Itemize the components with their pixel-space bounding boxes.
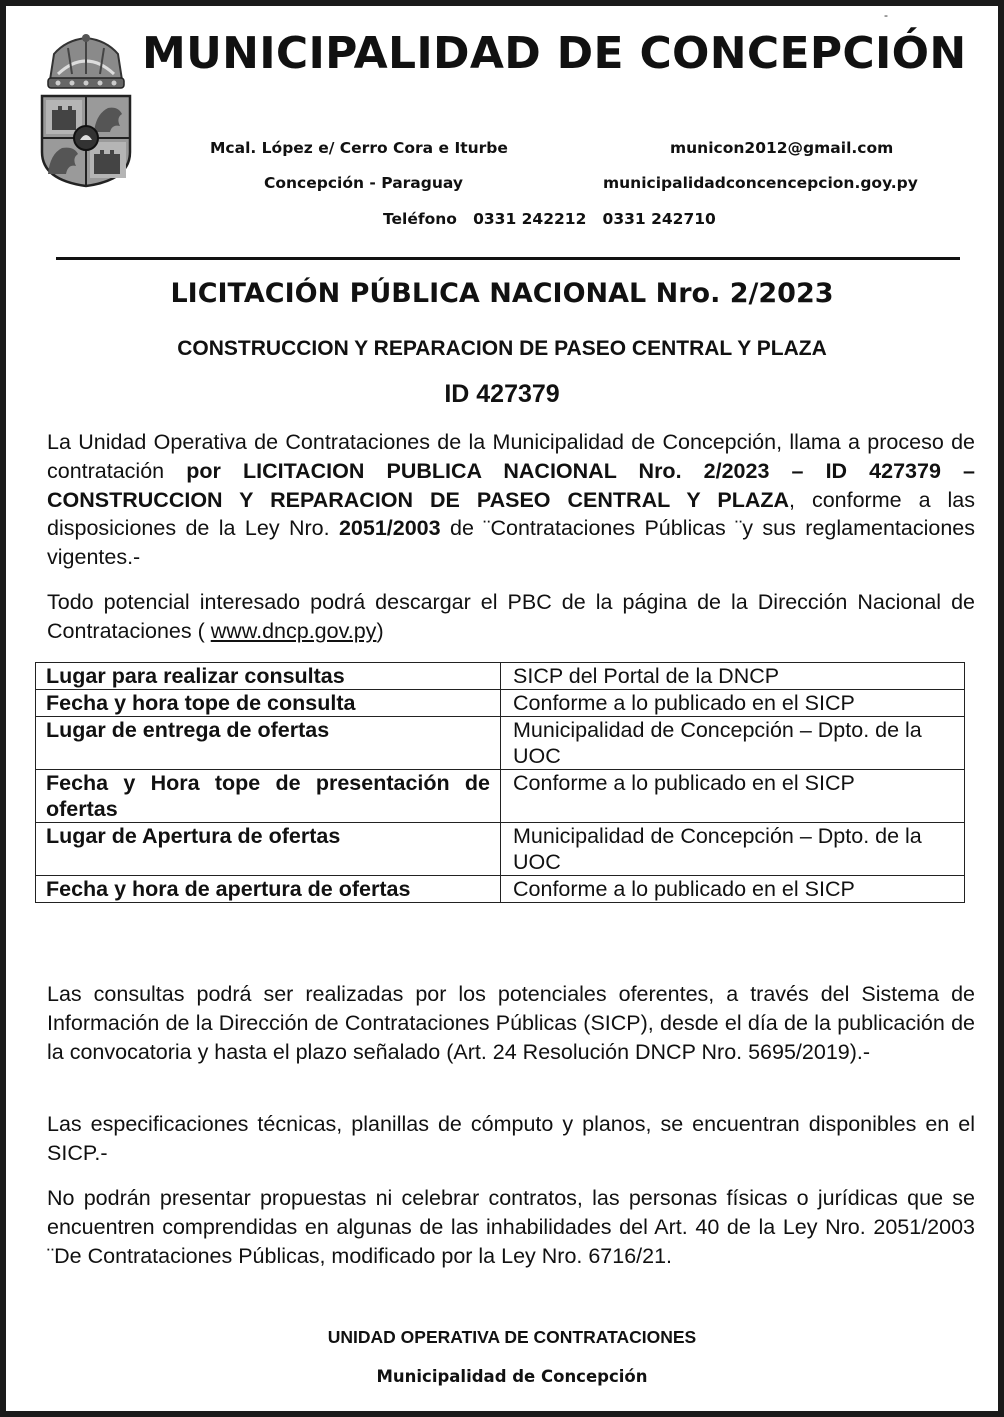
phone-text: Teléfono 0331 242212 0331 242710: [383, 210, 716, 228]
table-label: Fecha y hora de apertura de ofertas: [36, 876, 501, 903]
header-divider: [56, 257, 960, 260]
address-text: Mcal. López e/ Cerro Cora e Iturbe: [210, 139, 508, 157]
dncp-link[interactable]: www.dncp.gov.py: [210, 618, 377, 643]
corner-mark: -: [884, 8, 888, 22]
intro-text-e: de ¨Contrataciones Públicas ¨y sus reglamentaciones vigentes.-: [47, 516, 975, 570]
schedule-table: [35, 662, 965, 903]
download-text-a: Todo potencial interesado podrá descargar el PBC de la página de la Dirección Nacional de Contrataciones (: [47, 590, 975, 643]
coat-of-arms-icon: [36, 34, 136, 189]
table-label: Lugar de entrega de ofertas: [36, 717, 501, 770]
municipality-title: MUNICIPALIDAD DE CONCEPCIÓN: [142, 28, 967, 79]
table-value: SICP del Portal de la DNCP: [501, 663, 965, 690]
consultation-paragraph: Las consultas podrá ser realizadas por los potenciales oferentes, a través del Sistema de Información de la Dirección de Contrataciones Públicas (SICP), desde el día de la publicación de la convocatoria y hasta el plazo señalado (Art. 24 Resolución DNCP Nro. 5695/2019).-: [47, 982, 975, 1064]
table-value: Conforme a lo publicado en el SICP: [501, 876, 965, 903]
specifications-paragraph: Las especificaciones técnicas, planillas de cómputo y planos, se encuentran disponibles en el SICP.-: [47, 1112, 975, 1165]
footer-organization: Municipalidad de Concepción: [376, 1367, 648, 1386]
footer-unit: UNIDAD OPERATIVA DE CONTRATACIONES: [327, 1327, 697, 1347]
table-value: Municipalidad de Concepción – Dpto. de la UOC: [501, 823, 965, 876]
tender-title: LICITACIÓN PÚBLICA NACIONAL Nro. 2/2023: [170, 278, 834, 309]
table-row: [36, 690, 965, 717]
table-row: [36, 876, 965, 903]
download-paragraph: [47, 588, 975, 646]
table-value: Conforme a lo publicado en el SICP: [501, 770, 965, 823]
intro-text-c: , conforme a las disposiciones de la Ley Nro.: [47, 487, 975, 541]
table-value: Municipalidad de Concepción – Dpto. de la UOC: [501, 717, 965, 770]
table-row: [36, 823, 965, 876]
table-label: Fecha y Hora tope de presentación de ofertas: [36, 770, 501, 823]
table-label: Fecha y hora tope de consulta: [36, 690, 501, 717]
website-text: municipalidadconcencepcion.goy.py: [603, 174, 918, 192]
table-label: Lugar de Apertura de ofertas: [36, 823, 501, 876]
intro-text-bold: por LICITACION PUBLICA NACIONAL Nro. 2/2023 – ID 427379 – CONSTRUCCION Y REPARACION DE PASEO CENTRAL Y PLAZA: [47, 458, 975, 512]
city-text: Concepción - Paraguay: [264, 174, 463, 192]
intro-text-a: La Unidad Operativa de Contrataciones de la Municipalidad de Concepción, llama a proceso de contratación: [47, 430, 975, 483]
download-text-b: ): [376, 618, 384, 643]
email-text: municon2012@gmail.com: [670, 139, 894, 157]
intro-paragraph: [47, 428, 975, 572]
restrictions-paragraph: No podrán presentar propuestas ni celebrar contratos, las personas físicas o jurídicas que se encuentren comprendidas en algunas de las inhabilidades del Art. 40 de la Ley Nro. 2051/2003 ¨De Contrataciones Públicas, modificado por la Ley Nro. 6716/21.: [47, 1186, 975, 1268]
table-row: [36, 663, 965, 690]
table-row: [36, 717, 965, 770]
table-value: Conforme a lo publicado en el SICP: [501, 690, 965, 717]
table-row: [36, 770, 965, 823]
tender-id: ID 427379: [444, 380, 560, 408]
law-number: 2051/2003: [338, 516, 441, 541]
tender-subtitle: CONSTRUCCION Y REPARACION DE PASEO CENTRAL Y PLAZA: [177, 337, 827, 360]
table-label: Lugar para realizar consultas: [36, 663, 501, 690]
